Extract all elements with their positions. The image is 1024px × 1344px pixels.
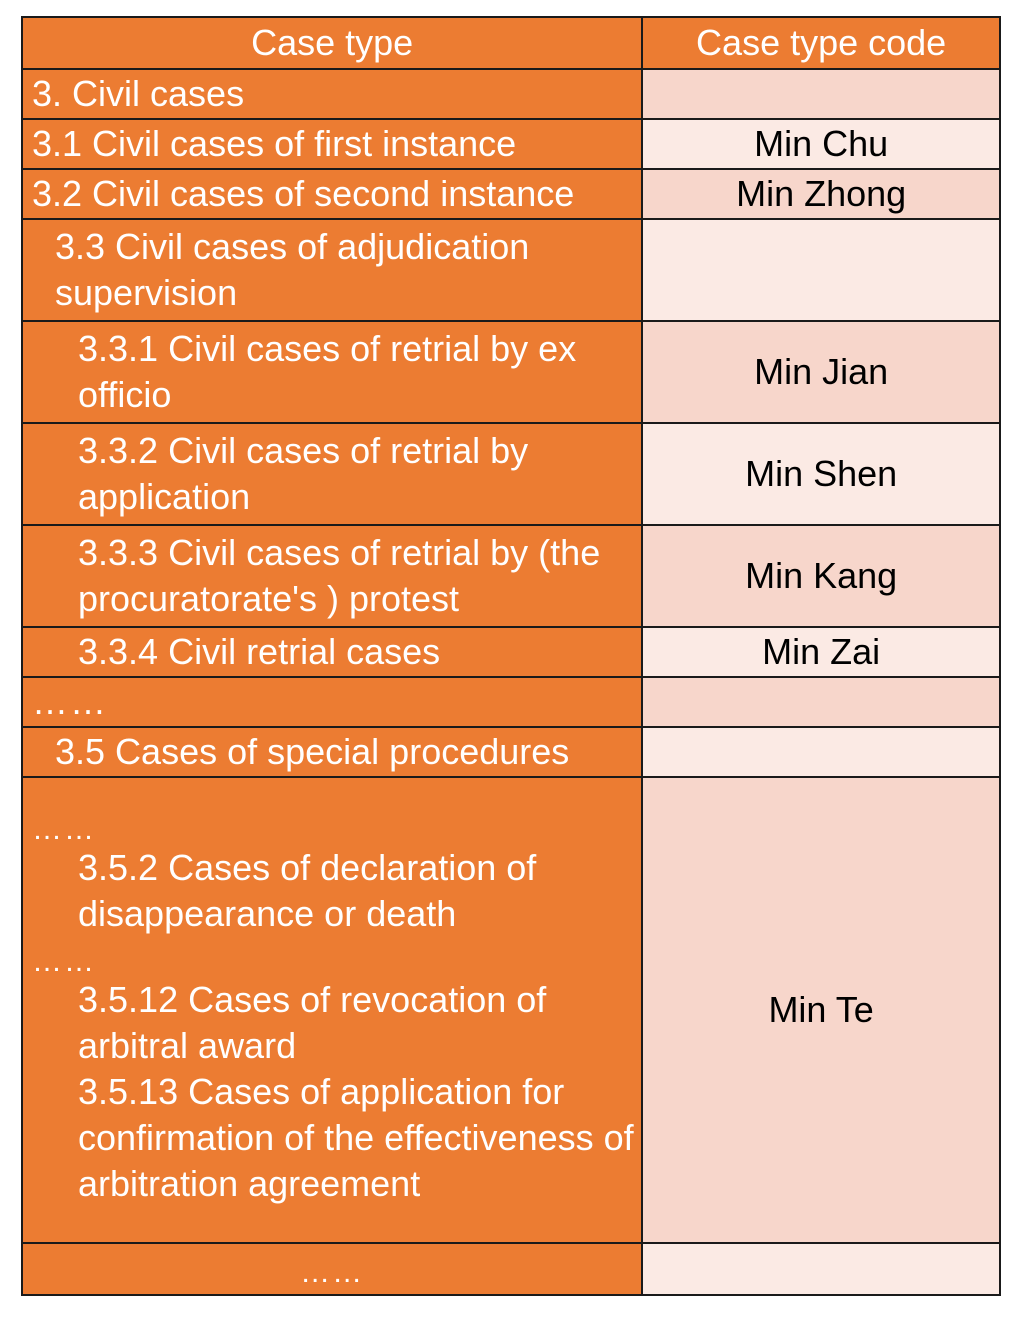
case-code-cell [642, 1243, 1000, 1295]
case-code-cell: Min Te [642, 777, 1000, 1243]
header-case-type: Case type [22, 17, 642, 69]
table-row [22, 321, 1000, 423]
case-code-cell [642, 727, 1000, 777]
case-type-table [21, 16, 1001, 1296]
case-code-cell [642, 677, 1000, 727]
case-type-line: 3.5.12 Cases of revocation of arbitral award [78, 979, 547, 1066]
table-row [22, 423, 1000, 525]
table-row [22, 727, 1000, 777]
case-code-cell: Min Kang [642, 525, 1000, 627]
case-type-line: 3.5.2 Cases of declaration of disappearance or death [78, 847, 537, 934]
case-type-cell: 3.3 Civil cases of adjudication supervision [22, 219, 642, 321]
ellipsis-text: …… [32, 945, 96, 978]
case-type-cell: 3.5 Cases of special procedures [22, 727, 642, 777]
case-code-cell: Min Jian [642, 321, 1000, 423]
table-row [22, 627, 1000, 677]
table-row [22, 525, 1000, 627]
table-row [22, 169, 1000, 219]
case-code-cell [642, 69, 1000, 119]
table-row [22, 777, 1000, 1243]
table-row [22, 677, 1000, 727]
case-code-cell [642, 219, 1000, 321]
case-type-cell: 3.2 Civil cases of second instance [22, 169, 642, 219]
ellipsis-cell [22, 1243, 642, 1295]
table-row [22, 219, 1000, 321]
case-type-cell: 3.3.3 Civil cases of retrial by (the procuratorate's ) protest [22, 525, 642, 627]
case-type-cell: 3. Civil cases [22, 69, 642, 119]
case-code-cell: Min Shen [642, 423, 1000, 525]
case-code-cell: Min Zai [642, 627, 1000, 677]
table-header-row [22, 17, 1000, 69]
header-case-type-code: Case type code [642, 17, 1000, 69]
case-code-cell: Min Zhong [642, 169, 1000, 219]
ellipsis-cell: …… [22, 677, 642, 727]
table-row [22, 69, 1000, 119]
case-type-line: 3.5.13 Cases of application for confirmation of the effectiveness of arbitration agreement [78, 1071, 634, 1204]
table-row [22, 1243, 1000, 1295]
case-type-cell [22, 777, 642, 1243]
case-type-cell: 3.3.2 Civil cases of retrial by application [22, 423, 642, 525]
case-type-cell: 3.1 Civil cases of first instance [22, 119, 642, 169]
case-type-cell: 3.3.4 Civil retrial cases [22, 627, 642, 677]
table-row [22, 119, 1000, 169]
case-type-cell: 3.3.1 Civil cases of retrial by ex officio [22, 321, 642, 423]
ellipsis-text: …… [300, 1256, 365, 1289]
ellipsis-text: …… [32, 813, 96, 846]
case-code-cell: Min Chu [642, 119, 1000, 169]
